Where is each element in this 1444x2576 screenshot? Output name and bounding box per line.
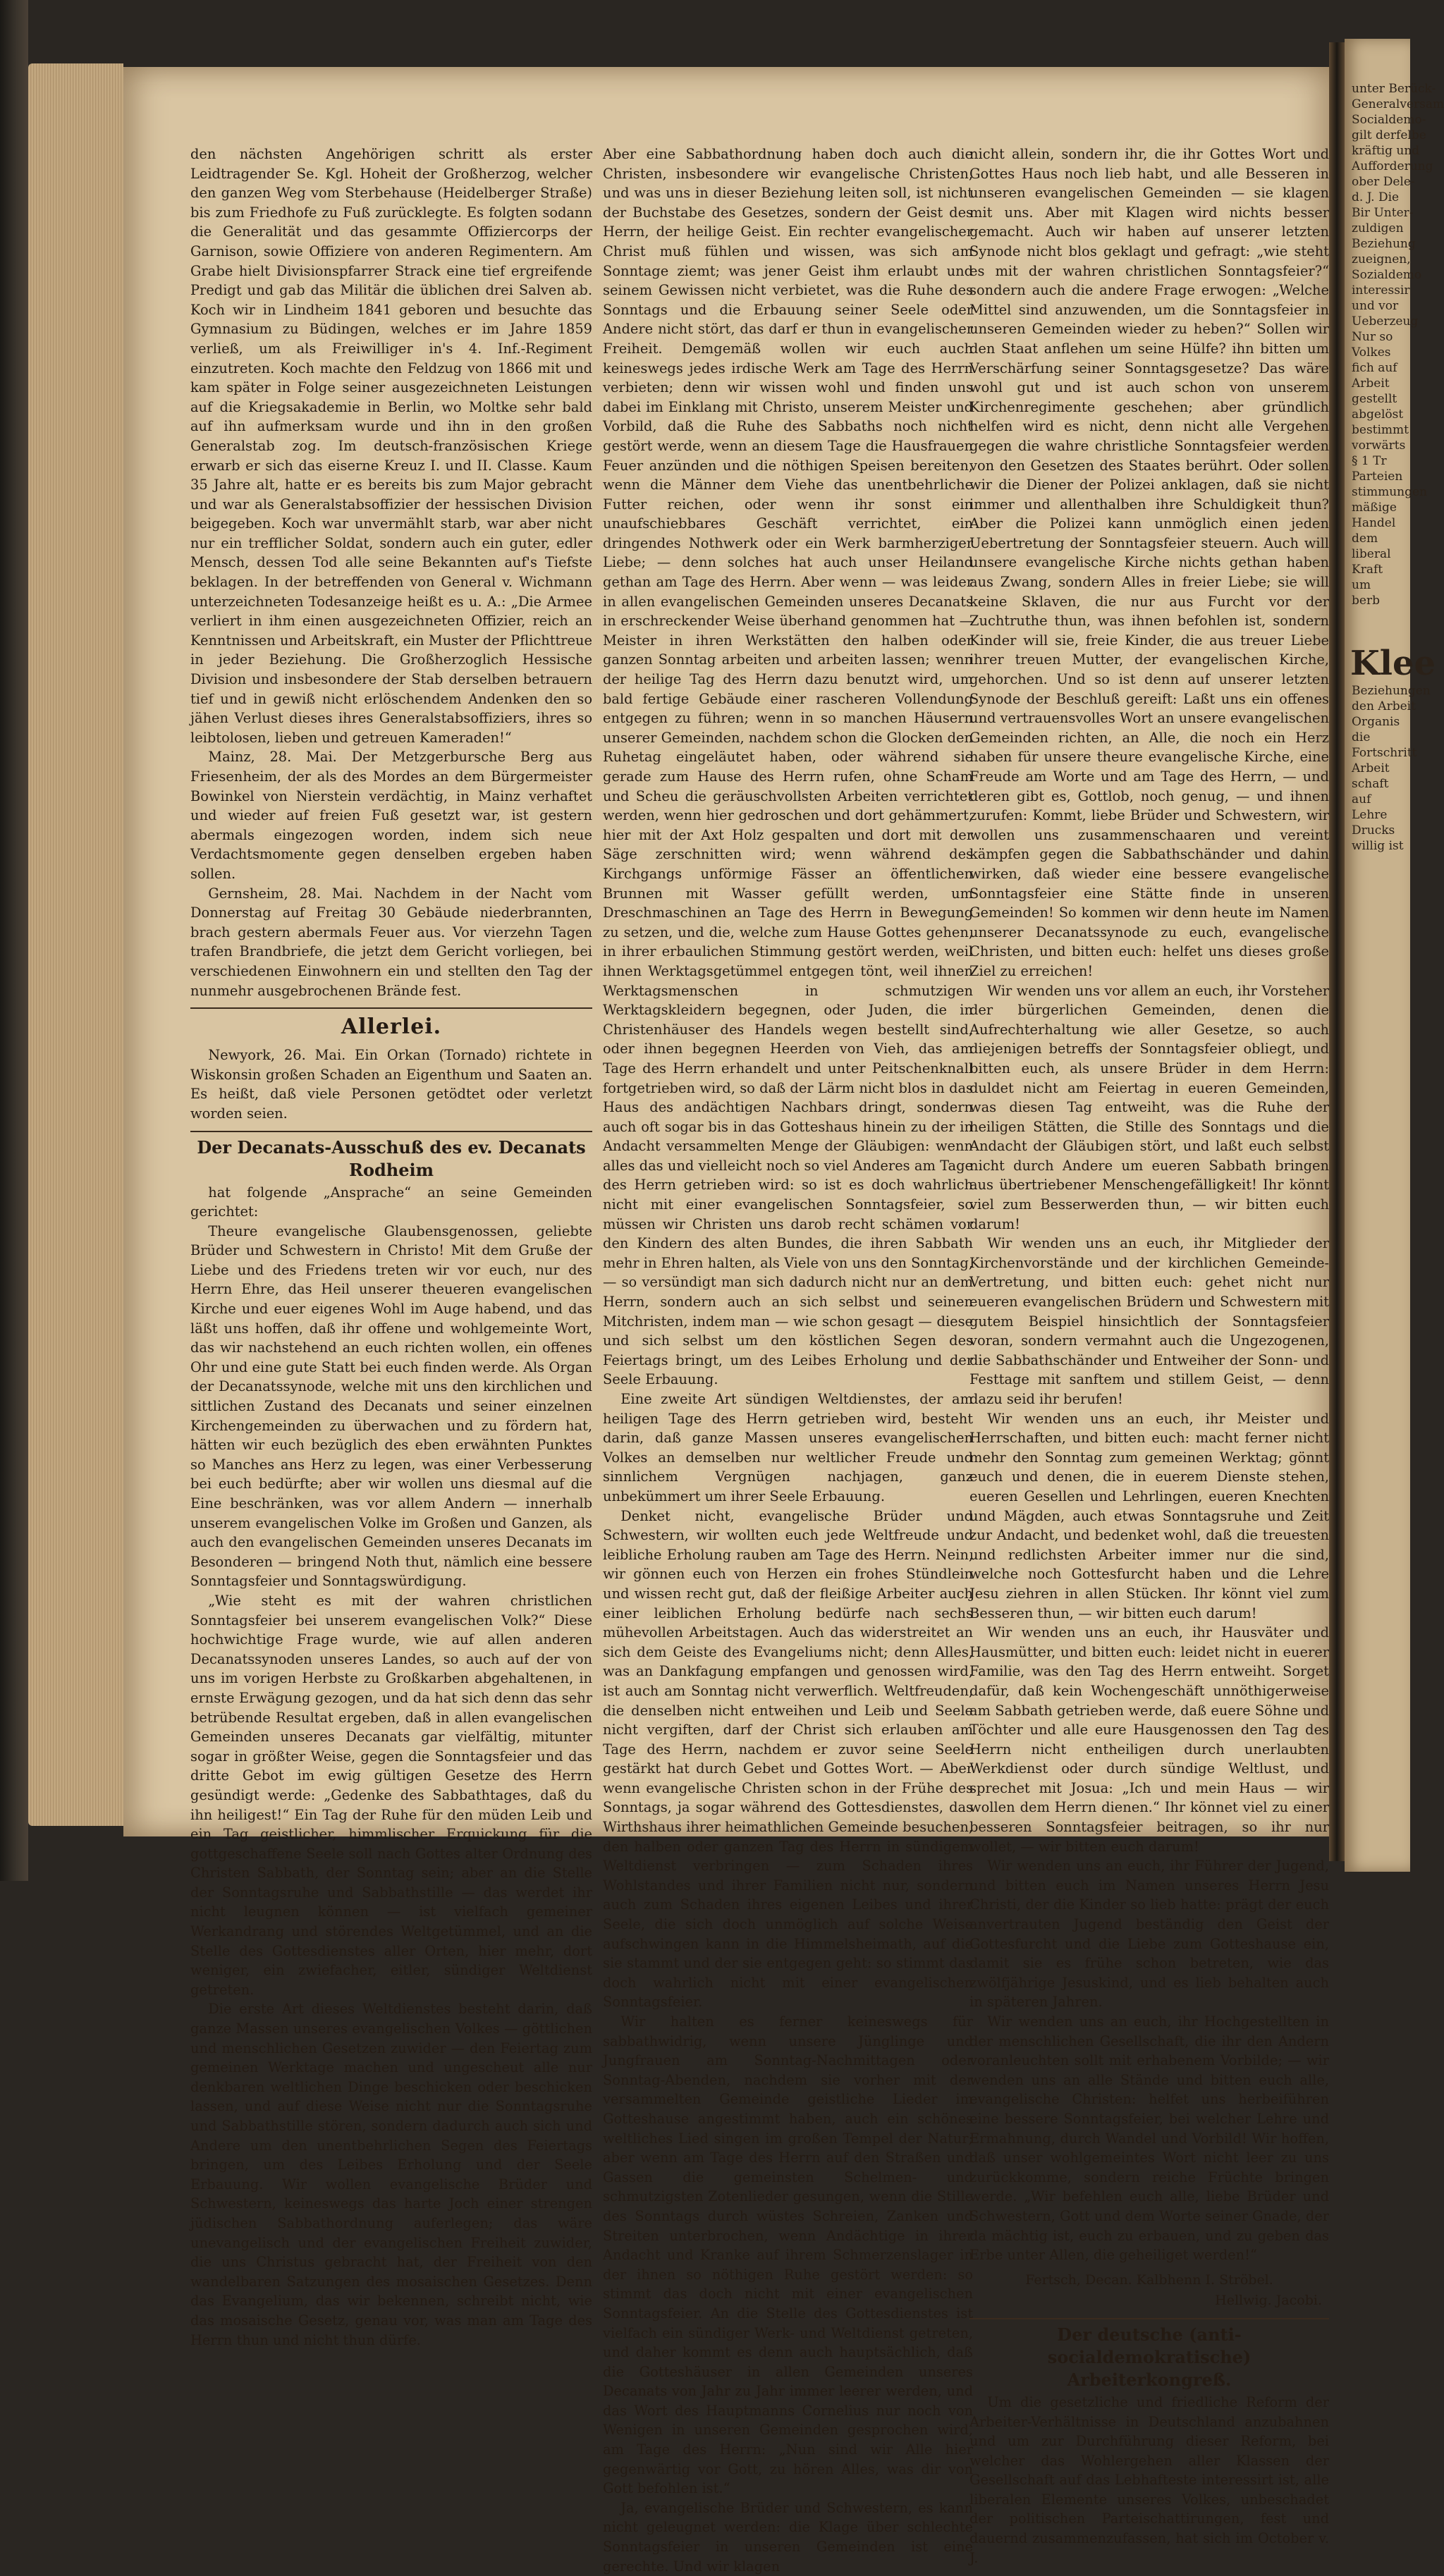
column3-paragraph-6: Wir wenden uns an euch, ihr Führer der Jugend, und bitten euch im Namen unseres Herrn Jesu Christi, der die Kinder so lieb hatte: prägt der euch anvertrauten Jugend beständig den Geist der Gottesfurcht und die Liebe zum Gotteshause ein, damit sie es frühe schon betreten, wie das zwölfjährige Jesuskind, und es lieb behalten auch in späteren Jahren. bbox=[969, 1858, 1329, 2011]
next-page-fragment: interessir bbox=[1352, 283, 1410, 298]
column3-paragraph-2: Wir wenden uns vor allem an euch, ihr Vorsteher der bürgerlichen Gemeinden, denen die Aufrechterhaltung wie aller Gesetze, so auch diejenigen betreffs der Sonntagsfeier obliegt, und bitten euch, als unsere Brüder in dem Herrn: duldet nicht am Feiertag in eueren Gemeinden, was diesen Tag entweiht, was die Ruhe der heiligen Stätten, die Stille des Sonntags und die Andacht der Gläubigen stört, und laßt euch selbst nicht durch Andere um eueren Sabbath bringen aus übertriebener Menschengefälligkeit! Ihr könnt viel zum Besserwerden thun, — wir bitten euch darum! bbox=[969, 982, 1329, 1232]
next-page-fragment: Kraft bbox=[1352, 563, 1383, 577]
next-page-fragment: Lehre bbox=[1352, 808, 1388, 822]
next-page-fragment: Fortschritt bbox=[1352, 746, 1417, 760]
column3-paragraph-4: Wir wenden uns an euch, ihr Meister und Herrschaften, und bitten euch: macht ferner nicht mehr den Sonntag zum gemeinen Werktag; gönnt euch und denen, die in euerem Dienste stehen, eueren Gesellen und Lehrlingen, eueren Knechten und Mägden, auch etwas Sonntagsruhe und Zeit zur Andacht, und bedenket wohl, daß die treuesten und redlichsten Arbeiter immer nur die sind, welche noch Gottesfurcht haben und die Lehre Jesu ziehren in allen Stücken. Ihr könnt viel zum Besseren thun, — wir bitten euch darum! bbox=[969, 1410, 1329, 1621]
next-page-fragment: Nur so bbox=[1352, 330, 1393, 344]
next-page-fragment: § 1 Tr bbox=[1352, 454, 1387, 468]
next-page-fragment: fich auf bbox=[1352, 361, 1397, 375]
next-page-heading-fragment: Klee bbox=[1350, 644, 1436, 683]
divider bbox=[969, 2318, 1329, 2319]
next-page-fragment: liberal bbox=[1352, 547, 1391, 561]
book-binding-edge bbox=[0, 0, 28, 1881]
next-page-fragment: und vor bbox=[1352, 299, 1399, 313]
next-page-fragment: abgelöst bbox=[1352, 407, 1404, 422]
next-page-fragment: ober Dele- bbox=[1352, 175, 1415, 189]
next-page-fragment: Beziehungen bbox=[1352, 684, 1431, 698]
column2-paragraph-5: Ja, evangelische Brüder und Schwestern, es kann nicht geleugnet werden: die Klage über schlechte Sonntagsfeier in unseren Gemeinden ist eine gerechte. Und wir klagen bbox=[603, 2499, 973, 2575]
next-page-fragment: schaft bbox=[1352, 777, 1389, 791]
next-page-fragment: Sozialdemo bbox=[1352, 268, 1422, 282]
next-page-fragment: willig ist bbox=[1352, 839, 1404, 853]
next-page-fragment: stimmungen bbox=[1352, 485, 1428, 499]
next-page-fragment: dem bbox=[1352, 532, 1378, 546]
next-page-fragment: berb bbox=[1352, 594, 1380, 608]
next-page-fragment: Organis bbox=[1352, 715, 1400, 729]
next-page-fragment: die bbox=[1352, 730, 1371, 744]
next-page-fragment: auf bbox=[1352, 792, 1371, 806]
column2-paragraph-2: Eine zweite Art sündigen Weltdienstes, der am heiligen Tage des Herrn getrieben wird, besteht darin, daß ganze Massen unseres evangelischen Volkes an demselben nur weltlicher Freude und sinnlichem Vergnügen nachjagen, ganz unbekümmert um ihrer Seele Erbauung. bbox=[603, 1391, 973, 1504]
signature-line-1: Fertsch, Decan. Kalbhenn I. Ströbel. bbox=[1025, 2271, 1273, 2288]
column-2 bbox=[603, 145, 973, 2576]
next-page-edge bbox=[1345, 39, 1444, 1872]
next-page-fragment: Beziehung bbox=[1352, 237, 1416, 251]
signature-line-2: Hellwig. Jacobi. bbox=[1215, 2293, 1322, 2309]
allerlei-text: Newyork, 26. Mai. Ein Orkan (Tornado) richtete in Wiskonsin großen Schaden an Eigenthum und Saaten an. Es heißt, daß viele Personen getödtet oder verletzt worden seien. bbox=[190, 1047, 592, 1122]
column3-paragraph-7: Wir wenden uns an euch, ihr Hochgestellten in der menschlichen Gesellschaft, die ihr den Andern voranleuchten sollt mit erhabenem Vorbilde; — wir wenden uns an alle Stände und bitten euch alle, evangelische Christen: helfet uns herbeiführen eine bessere Sonntagsfeier, bei welcher Lehre und Ermahnung, durch Wandel und Vorbild! Wir hoffen, daß unser wohlgemeintes Wort nicht leer zu uns zurückkomme, sondern reiche Früchte bringen werde. „Wir befehlen euch alle, liebe Brüder und Schwestern, Gott und dem Worte seiner Gnade, der da mächtig ist, euch zu erbauen, und zu geben das Erbe unter Allen, die geheiliget werden!“ bbox=[969, 2013, 1329, 2264]
next-page-fragment: Generalversam bbox=[1352, 97, 1444, 111]
next-page-fragment: Volkes bbox=[1352, 345, 1391, 360]
next-page-fragment: Bir Unter- bbox=[1352, 206, 1414, 220]
decanat-article-title: Der Decanats-Ausschuß des ev. Decanats Rodheim bbox=[197, 1136, 586, 1180]
column-1 bbox=[190, 145, 592, 2350]
column3-paragraph-3: Wir wenden uns an euch, ihr Mitglieder der Kirchenvorstände und der kirchlichen Gemeinde-Vertretung, und bitten euch: gehet nicht nur eueren evangelischen Brüdern und Schwestern mit gutem Beispiel hinsichtlich der Sonntagsfeier voran, sondern vermahnt auch die Ungezogenen, die Sabbathschänder und Entweiher der Sonn- und Festtage mit sanftem und stillem Geist, — denn dazu seid ihr berufen! bbox=[969, 1235, 1329, 1407]
decanat-article-lead: hat folgende „Ansprache“ an seine Gemeinden gerichtet: bbox=[190, 1184, 592, 1220]
column1-paragraph-3: Gernsheim, 28. Mai. Nachdem in der Nacht vom Donnerstag auf Freitag 30 Gebäude niederbrannten, brach gestern abermals Feuer aus. Vor vierzehn Tagen trafen Brandbriefe, die jetzt dem Gericht vorliegen, bei verschiedenen Einwohnern ein und stellten den Tag der nunmehr ausgebrochenen Brände fest. bbox=[190, 885, 592, 999]
divider bbox=[190, 1131, 592, 1132]
next-page-fragment: vorwärts bbox=[1352, 438, 1406, 453]
next-page-fragment: Parteien bbox=[1352, 470, 1403, 484]
column3-paragraph-5: Wir wenden uns an euch, ihr Hausväter und Hausmütter, und bitten euch: leidet nicht in euerer Familie, was den Tag des Herrn entweiht. Sorget dafür, daß kein Wochengeschäft unnöthigerweise am Sabbath getrieben werde, daß euere Söhne und Töchter und alle eure Hausgenossen den Tag des Herrn nicht entheiligen durch unerlaubten Werkdienst oder durch sündige Weltlust, und sprechet mit Josua: „Ich und mein Haus — wir wollen dem Herrn dienen.“ Ihr könnet viel zu einer besseren Sonntagsfeier beitragen, so ihr nur wollet, — wir bitten euch darum! bbox=[969, 1624, 1329, 1855]
arbeiterkongress-title: Der deutsche (anti-socialdemokratische) Arbeiterkongreß. bbox=[1047, 2324, 1252, 2390]
arbeiterkongress-text: Um die gesetzliche und friedliche Reform der Arbeiter-Verhältnisse in Deutschland anzubahnen und um zur Durchführung dieser Reform, bei welcher das Wohlergehen aller Klassen der Gesellschaft auf das Lebhafteste interessirt ist, alle liberalen Elemente unseres Volkes, unbeschadet der politischen Parteischattirungen, fest und dauernd zusammenzufassen, hat sich im October v. J. bbox=[969, 2393, 1329, 2566]
decanat-paragraph-2: „Wie steht es mit der wahren christlichen Sonntagsfeier bei unserem evangelischen Volk?“ Diese hochwichtige Frage wurde, wie auf allen anderen Decanatssynoden unseres Landes, so auch auf der von uns im vorigen Herbste zu Großkarben abgehaltenen, in ernste Erwägung gezogen, und da hat sich denn das sehr betrübende Resultat ergeben, daß in allen evangelischen Gemeinden unseres Decanats gar vielfältig, mitunter sogar in größter Weise, gegen die Sonntagsfeier und das dritte Gebot im ewig gültigen Gesetze des Herrn gesündigt werde: „Gedenke des Sabbathtages, daß du ihn heiligest!“ Ein Tag der Ruhe für den müden Leib und ein Tag geistlicher, himmlischer Erquickung für die gottgeschaffene Seele soll nach Gottes alter Ordnung des Christen Sabbath, der Sonntag sein; aber an die Stelle der Sonntagsruhe und Sabbathstille — das werdet ihr nicht leugnen können — ist vielfach gemeiner Werkandrang und störendes Weltgetümmel, und an die Stelle des Gottesdienstes aller Orten, hier mehr, dort weniger, ein zwiefacher, eitler, sündiger Weltdienst getreten. bbox=[190, 1592, 592, 1998]
next-page-fragment: kräftig und bbox=[1352, 144, 1420, 158]
next-page-fragment: Arbeit bbox=[1352, 376, 1390, 391]
column1-paragraph-2: Mainz, 28. Mai. Der Metzgerbursche Berg aus Friesenheim, der als des Mordes an dem Bürgermeister Bowinkel von Nierstein verdächtig, in Mainz verhaftet und wieder auf freien Fuß gesetzt war, ist gestern abermals eingezogen worden, indem sich neue Verdachtsmomente gegen denselben ergeben haben sollen. bbox=[190, 749, 592, 882]
column2-paragraph-3: Denket nicht, evangelische Brüder und Schwestern, wir wollten euch jede Weltfreude und leibliche Erholung rauben am Tage des Herrn. Nein, wir gönnen euch von Herzen ein frohes Stündlein und wissen recht gut, daß der fleißige Arbeiter auch einer leiblichen Erholung bedürfe nach sechs mühevollen Arbeitstagen. Auch das widerstreitet an sich dem Geiste des Evangeliums nicht; denn Alles, was an Dankfagung empfangen und genossen wird, ist auch am Sonntag nicht verwerflich. Weltfreuden, die denselben nicht entweihen und Leib und Seele nicht vergiften, darf der Christ sich erlauben am Tage des Herrn, nachdem er zuvor seine Seele gestärkt hat durch Gebet und Gottes Wort. — Aber wenn evangelische Christen schon in der Frühe des Sonntags, ja sogar während des Gottesdienstes, das Wirthshaus ihrer heimathlichen Gemeinde besuchen, den halben oder ganzen Tag des Herrn in sündigem Weltdienst verbringen — zum Schaden ihres Wohlstandes und ihrer Familien nicht nur, sondern auch zum Schaden ihres eigenen Leibes und ihrer Seele, die sich doch unmöglich auf solche Weise aufschwingen kann in die Himmelsheimath, auf die sie stammt und der sie entgegen geht: so stimmt das doch wahrlich nicht mit einer evangelischen Sonntagsfeier. bbox=[603, 1507, 973, 2011]
decanat-paragraph-3: Die erste Art dieses Weltdienstes besteht darin, daß ganze Massen unseres evangelischen Volkes — göttlichen und menschlichen Gesetzen zuwider — den Feiertag zum gemeinen Werktage machen und ungescheut alle nur denkbaren weltlichen Dinge beschicken oder beschicken lassen, und auf diese Weise nicht nur die Sonntagsruhe und Sabbathstille stören, sondern dadurch auch sich und Andere um den unentbehrlichen Segen des Feiertags bringen, um des Leibes Erholung und der Seele Erbauung. Wir wollen evangelische Brüder und Schwestern, keineswegs das harte Joch einer strengen jüdischen Sabbathordnung auferlegen; das wäre unevangelisch und der evangelischen Freiheit zuwider, die uns Christus gebracht hat, der Freiheit von den wandelbaren Satzungen des mosaischen Gesetzes. Denn das Evangelium, das wir bekennen, schreibt nicht, wie das mosaische Gesetz, genau vor, was man am Tage des Herrn thun und nicht thun dürfe. bbox=[190, 2001, 592, 2348]
next-page-fragment: gilt derfelbe bbox=[1352, 128, 1426, 142]
next-page-fragment: gestellt bbox=[1352, 392, 1397, 406]
next-page-fragment: Ueberzeug bbox=[1352, 314, 1419, 329]
next-page-fragment: zueignen, bbox=[1352, 252, 1411, 266]
next-page-fragment: Arbeit bbox=[1352, 761, 1390, 775]
next-page-fragment: d. J. Die bbox=[1352, 190, 1400, 204]
column1-paragraph-1: den nächsten Angehörigen schritt als erster Leidtragender Se. Kgl. Hoheit der Großherzog, welcher den ganzen Weg vom Sterbehause (Heidelberger Straße) bis zum Friedhofe zu Fuß zurücklegte. Es folgten sodann die Generalität und das gesammte Offiziercorps der Garnison, sowie Offiziere von anderen Regimentern. Am Grabe hielt Divisionspfarrer Strack eine tief ergreifende Predigt und gab das Militär die üblichen drei Salven ab. Koch wir in Lindheim 1841 geboren und besuchte das Gymnasium zu Büdingen, welches er im Jahre 1859 verließ, um als Freiwilliger in's 4. Inf.-Regiment einzutreten. Koch machte den Feldzug von 1866 mit und kam später in Folge seiner ausgezeichneten Leistungen auf die Kriegsakademie in Berlin, wo Moltke sehr bald auf ihn aufmerksam wurde und ihn in den großen Generalstab zog. Im deutsch-französischen Kriege erwarb er sich das eiserne Kreuz I. und II. Classe. Kaum 35 Jahre alt, hatte er es bereits bis zum Major gebracht und war als Generalstabsoffizier der hessischen Division beigegeben. Koch war unvermählt starb, war aber nicht nur ein trefflicher Soldat, sondern auch ein guter, edler Mensch, dessen Tod alle seine Bekannten auf's Tiefste beklagen. In der betreffenden von General v. Wichmann unterzeichneten Todesanzeige heißt es u. A.: „Die Armee verliert in ihm einen ausgezeichneten Offizier, reich an Kenntnissen und Arbeitskraft, ein Muster der Pflichttreue in jeder Beziehung. Die Großherzoglich Hessische Division und insbesondere der Stab derselben betrauern tief und in gewiß nicht erlöschendem Andenken den so jähen Verlust dieses ihres Generalstabsoffiziers, ihres so leibtolosen, lieben und getreuen Kameraden!“ bbox=[190, 146, 592, 746]
next-page-fragment: Socialdemo- bbox=[1352, 113, 1426, 127]
next-page-fragment: zuldigen bbox=[1352, 221, 1404, 235]
page-gutter bbox=[1329, 42, 1345, 1861]
column-3 bbox=[969, 145, 1329, 2568]
next-page-fragment: um bbox=[1352, 578, 1371, 592]
allerlei-heading: Allerlei. bbox=[341, 1014, 442, 1040]
next-page-fragment: mäßige bbox=[1352, 501, 1397, 515]
divider bbox=[190, 1007, 592, 1009]
column2-paragraph-4: Wir halten es ferner keineswegs für sabbathwidrig, wenn unsere Jünglinge und Jungfrauen am Sonntag-Nachmittagen oder Sonntag-Abenden, nachdem sie vorher mit der versammelten Gemeinde geistliche Lieder im Gotteshause angestimmt haben, auch ein schönes weltliches Lied singen im großen Tempel der Natur; aber wenn am Tage des Herrn auf den Straßen und Gassen die gemeinsten Schelmen- und schmutzigsten Zotenlieder gesungen, wenn die Stille des Sonntags durch wüstes Schreien, Zanken und Streiten unterbrochen, wenn Andächtige in ihrer Andacht und Kranke auf ihrem Schmerzenslager in der ihnen so nöthigen Ruhe gestört werden: so stimmt das doch nicht mit einer evangelischen Sonntagsfeier. An die Stelle des Gottesdienstes ist vielfach ein sündiger Werk- und Weltdienst getreten, und daher kommt es denn auch hauptsächlich, daß die Gotteshäuser in allen Gemeinden unseres Decanats von Jahr zu Jahr immer leerer werden, und das Wort des Hauptmanns Cornelius nur noch von Wenigen in unseren Gemeinden gesprochen wird, am Tage des Herrn: „Nun sind wir Alle hier gegenwärtig vor Gott, zu hören Alles, was dir von Gott befohlen ist.“ bbox=[603, 2013, 973, 2497]
column3-paragraph-1: nicht allein, sondern ihr, die ihr Gottes Wort und Gottes Haus noch lieb habt, und alle Besseren in unseren evangelischen Gemeinden — sie klagen mit uns. Aber mit Klagen wird nichts besser gemacht. Auch wir haben auf unserer letzten Synode nicht blos geklagt und gefragt: „wie steht es mit der wahren christlichen Sonntagsfeier?“ sondern auch die andere Frage erwogen: „Welche Mittel sind anzuwenden, um die Sonntagsfeier in unseren Gemeinden wieder zu heben?“ Sollen wir den Staat anflehen um seine Hülfe? ihn bitten um Verschärfung seiner Sonntagsgesetze? Das wäre wohl gut und ist auch schon von unserem Kirchenregimente geschehen; aber gründlich helfen wird es nicht, denn nicht alle Vergehen gegen die wahre christliche Sonntagsfeier werden von den Gesetzen des Staates berührt. Oder sollen wir die Diener der Polizei anklagen, daß sie nicht immer und allenthalben ihre Schuldigkeit thun? Aber die Polizei kann unmöglich einen jeden Uebertretung der Sonntagsfeier steuern. Auch will unsere evangelische Kirche nichts gethan haben aus Zwang, sondern Alles in freier Liebe; sie will keine Sklaven, die nur aus Furcht vor der Zuchtruthe thun, was ihnen befohlen ist, sondern Kinder will sie, freie Kinder, die aus treuer Liebe ihrer treuen Mutter, der evangelischen Kirche, gehorchen. Und so ist denn auf unserer letzten Synode der Beschluß gereift: Laßt uns ein offenes und vertrauensvolles Wort an unsere evangelischen Gemeinden richten, an Alle, die noch ein Herz haben für unsere theure evangelische Kirche, eine Freude am Worte und am Tage des Herrn, — und deren gibt es, Gottlob, noch genug, — und ihnen zurufen: Kommt, liebe Brüder und Schwestern, wir wollen uns zusammenschaaren und vereint kämpfen gegen die Sabbathschänder und dahin wirken, daß wieder eine bessere evangelische Sonntagsfeier eine Stätte finde in unseren Gemeinden! So kommen wir denn heute im Namen unserer Decanatssynode zu euch, evangelische Christen, und bitten euch: helfet uns dieses große Ziel zu erreichen! bbox=[969, 146, 1329, 979]
next-page-fragment: bestimmt bbox=[1352, 423, 1409, 437]
next-page-fragment: den Arbeit bbox=[1352, 699, 1416, 713]
next-page-fragment: unter Berück- bbox=[1352, 82, 1436, 96]
next-page-fragment: Aufforderung bbox=[1352, 159, 1433, 173]
next-page-fragment: Drucks bbox=[1352, 823, 1395, 838]
decanat-paragraph-1: Theure evangelische Glaubensgenossen, geliebte Brüder und Schwestern in Christo! Mit dem Gruße der Liebe und des Friedens treten wir vor euch, nur des Herrn Ehre, das Heil unserer theueren evangelischen Kirche und euer eigenes Wohl im Auge habend, und das läßt uns hoffen, daß ihr offene und wohlgemeinte Wort, das wir nachstehend an euch richten wollen, ein offenes Ohr und eine gute Statt bei euch finden werde. Als Organ der Decanatssynode, welche mit uns den kirchlichen und sittlichen Zustand des Decanats und seiner einzelnen Kirchengemeinden zu überwachen und zu fördern hat, hätten wir euch bezüglich des eben erwähnten Punktes so Manches ans Herz zu legen, was einer Verbesserung bei euch bedürfte; aber wir wollen uns diesmal auf die Eine beschränken, was vor allem Andern — innerhalb unserem evangelischen Volke im Großen und Ganzen, als auch den evangelischen Gemeinden unseres Decanats im Besonderen — bringend Noth thut, nämlich eine bessere Sonntagsfeier und Sonntagswürdigung. bbox=[190, 1222, 592, 1590]
page-stack-edge bbox=[28, 63, 123, 1826]
next-page-fragment: Handel bbox=[1352, 516, 1396, 530]
column2-paragraph-1: Aber eine Sabbathordnung haben doch auch die Christen, insbesondere wir evangelische Christen, und was uns in dieser Beziehung leiten soll, ist nicht der Buchstabe des Gesetzes, sondern der Geist des Herrn, der heilige Geist. Ein rechter evangelischer Christ muß fühlen und wissen, was sich am Sonntage ziemt; was jener Geist ihm erlaubt und seinem Gewissen nicht verbietet, was die Ruhe des Sonntags und die Erbauung seiner Seele oder Andere nicht stört, das darf er thun in evangelischer Freiheit. Demgemäß wollen wir euch auch keineswegs jedes irdische Werk am Tage des Herrn verbieten; denn wir wissen wohl und finden uns dabei im Einklang mit Christo, unserem Meister und Vorbild, daß die Ruhe des Sabbaths noch nicht gestört werde, wenn an diesem Tage die Hausfrauen Feuer anzünden und die nöthigen Speisen bereiten, wenn die Männer dem Viehe das unentbehrliche Futter reichen, oder wenn ihr sonst ein unaufschiebbares Geschäft verrichtet, ein dringendes Nothwerk oder ein Werk barmherziger Liebe; — denn solches hat auch unser Heiland gethan am Tage des Herrn. Aber wenn — was leider in allen evangelischen Gemeinden unseres Decanats in erschreckender Weise überhand genommen hat — Meister in ihren Werkstätten den halben oder ganzen Sonntag arbeiten und arbeiten lassen; wenn der heilige Tag des Herrn dazu benutzt wird, um bald fertige Gebäude einer rascheren Vollendung entgegen zu führen; wenn in so manchen Häusern unserer Gemeinden, nachdem schon die Glocken den Ruhetag eingeläutet haben, oder während sie gerade zum Hause des Herrn rufen, ohne Scham und Scheu die geräuschvollsten Arbeiten verrichtet werden, wenn hier gedroschen und dort gehämmert, hier mit der Axt Holz gespalten und dort mit der Säge zerschnitten wird; wenn während des Kirchgangs unförmige Fässer an öffentlichen Brunnen mit Wasser gefüllt werden, um Dreschmaschinen an Tage des Herrn in Bewegung zu setzen, und die, welche zum Hause Gottes gehen, in ihrer erbaulichen Stimmung gestört werden, weil ihnen Werktagsgetümmel entgegen tönt, weil ihnen Werktagsmenschen in schmutzigen Werktagskleidern begegnen, oder Juden, die in Christenhäuser des Handels wegen bestellt sind, oder ihnen begegnen Heerden von Vieh, das am Tage des Herrn erhandelt und unter Peitschenknall fortgetrieben wird, so daß der Lärm nicht blos in das Haus des andächtigen Nachbars dringt, sondern auch oft sogar bis in das Gotteshaus hinein zu der in Andacht versammelten Menge der Gläubigen: wenn alles das und vielleicht noch so viel Anderes am Tage des Herrn getrieben wird: so ist es doch wahrlich nicht mit einer evangelischen Sonntagsfeier, so müssen wir Christen uns darob recht schämen vor den Kindern des alten Bundes, die ihren Sabbath mehr in Ehren halten, als Viele von uns den Sonntag, — so versündigt man sich dadurch nicht nur an dem Herrn, sondern auch an sich selbst und seinen Mitchristen, indem man — wie schon gesagt — diese und sich selbst um den köstlichen Segen des Feiertags bringt, um des Leibes Erholung und der Seele Erbauung. bbox=[603, 146, 973, 1388]
